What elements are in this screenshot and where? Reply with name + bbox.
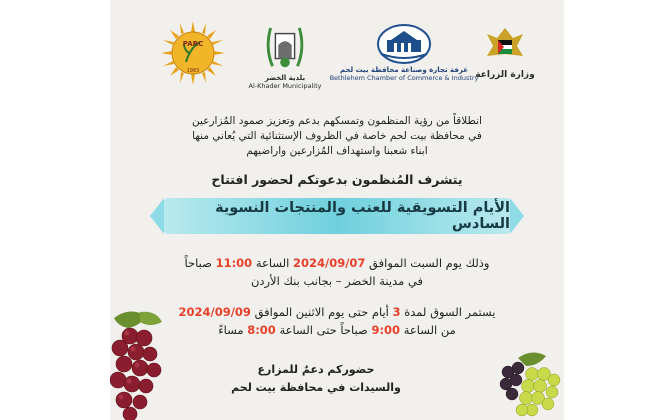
chamber-building-icon <box>377 24 431 64</box>
intro-line-2: في محافظة بيت لحم خاصة في الظروف الإستثنائية التي يُعاني منها <box>192 130 482 142</box>
event-title-banner <box>150 198 524 234</box>
eagle-emblem-icon <box>483 24 527 68</box>
banner-right-tip <box>510 198 524 234</box>
start-hour: 9:00 <box>371 323 401 337</box>
parc-sunburst-emblem-icon <box>160 20 226 86</box>
parc-logo <box>158 20 228 86</box>
chamber-of-commerce-logo <box>329 24 479 90</box>
municipality-seal-icon <box>262 24 308 72</box>
parc-text: PARC <box>182 40 204 48</box>
parc-year: 1983 <box>186 68 200 74</box>
ministry-of-agriculture-logo <box>476 24 534 90</box>
red-grapes-illustration <box>110 308 180 420</box>
hours-line <box>130 323 544 337</box>
end-date: 2024/09/09 <box>178 305 251 319</box>
hours-middle: صباحاً حتى الساعة <box>275 323 372 337</box>
duration-line <box>130 305 544 319</box>
opening-time-suffix: صباحاً <box>184 256 216 270</box>
hours-prefix: من الساعة <box>400 323 456 337</box>
event-title: الأيام التسويقية للعنب والمنتجات النسوية السادس <box>164 198 510 234</box>
closing-line-1: حضوركم دعمٌ للمزارع <box>257 363 375 376</box>
opening-date: 2024/09/07 <box>292 256 366 270</box>
event-poster <box>110 0 564 420</box>
duration-prefix: يستمر السوق لمدة <box>400 305 496 319</box>
duration-end-prefix: أيام حتى يوم الاثنين الموافق <box>250 305 393 319</box>
end-hour: 8:00 <box>247 323 276 337</box>
banner-left-tip <box>150 198 164 234</box>
opening-date-line <box>130 256 544 270</box>
municipality-caption-en: Al-Khader Municipality <box>248 82 322 90</box>
municipality-caption-ar: بلدية الخضر <box>264 74 306 82</box>
intro-paragraph <box>140 114 534 159</box>
opening-time-prefix: الساعة <box>252 256 293 270</box>
location-line: في مدينة الخضر – بجانب بنك الأردن <box>250 274 424 288</box>
invitation-heading: يتشرف المُنظمون بدعوتكم لحضور افتتاح <box>211 172 463 187</box>
opening-prefix: وذلك يوم السبت الموافق <box>365 256 490 270</box>
al-khader-municipality-logo <box>250 24 320 90</box>
green-grapes-illustration <box>498 350 564 420</box>
opening-time: 11:00 <box>215 256 253 270</box>
duration-days: 3 <box>392 305 401 319</box>
chamber-caption-ar: غرفة تجارة وصناعة محافظة بيت لحم <box>340 66 468 74</box>
ministry-caption: وزارة الزراعة <box>475 70 535 80</box>
intro-line-3: ابناء شعبنا واستهداف المُزارعين واراضيهم <box>246 145 428 157</box>
intro-line-1: انطلاقاً من رؤية المنظمون وتمسكهم بدعم وتعزيز صمود المُزارعين <box>192 115 482 127</box>
chamber-caption-en: Bethlehem Chamber of Commerce & Industry <box>329 74 479 82</box>
closing-line-2: والسيدات في محافظة بيت لحم <box>231 381 401 394</box>
hours-suffix: مساءً <box>218 323 248 337</box>
